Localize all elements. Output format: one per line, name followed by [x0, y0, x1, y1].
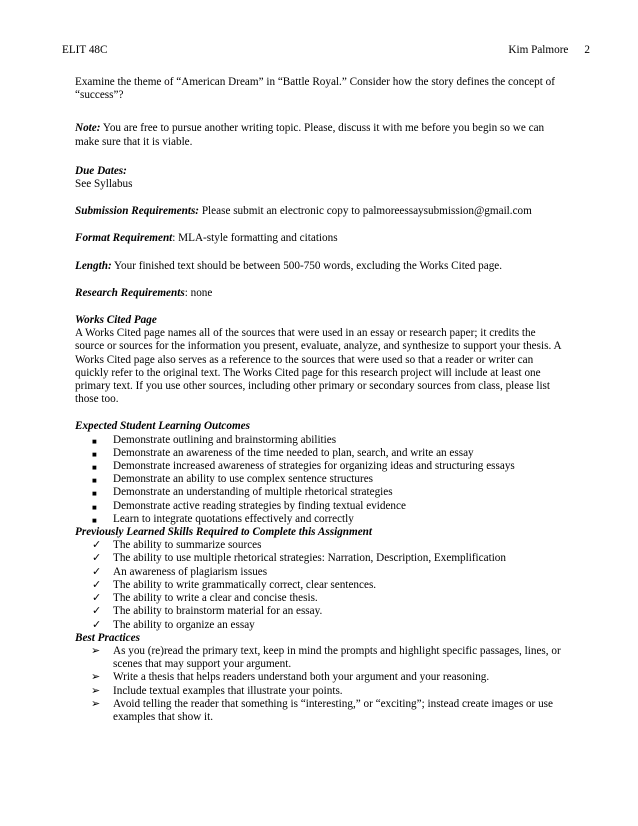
- page-header: [62, 44, 590, 58]
- works-cited-heading: Works Cited Page: [75, 314, 157, 327]
- length-text: Your finished text should be between 500-750 words, excluding the Works Cited page.: [111, 259, 503, 272]
- list-item: ✓ The ability to brainstorm material for an essay.: [92, 605, 323, 618]
- note-paragraph: [75, 122, 567, 148]
- works-cited-text: A Works Cited page names all of the sources that were used in an essay or research paper; it credits the source or sources for the information you present, evaluate, analyze, and synthesize to support your thesis. A Works Cited page also serves as a reference to the sources that were used so that a reader or writer can quickly refer to the original text. The Works Cited page for this research project will include at least one primary text. If you use other sources, including other primary or secondary sources from class, please list those too.: [75, 327, 561, 406]
- arrow-bullet-icon: ➢: [91, 671, 101, 684]
- best-practices-list: [75, 645, 567, 724]
- works-cited-section: [75, 314, 567, 406]
- assignment-prompt: Examine the theme of “American Dream” in “Battle Royal.” Consider how the story defines the concept of “success”?: [75, 76, 555, 102]
- research-text: : none: [184, 286, 213, 299]
- due-dates-label: Due Dates:: [75, 164, 127, 177]
- course-code: ELIT 48C: [62, 44, 108, 56]
- list-item: ✓ The ability to organize an essay: [92, 618, 255, 631]
- list-item: ✓ An awareness of plagiarism issues: [92, 565, 268, 578]
- square-bullet-icon: ■: [92, 436, 97, 446]
- list-item: ■ Learn to integrate quotations effectively and correctly: [75, 513, 567, 526]
- arrow-bullet-icon: ➢: [91, 684, 101, 697]
- square-bullet-icon: ■: [92, 515, 97, 525]
- list-item: ■ Demonstrate an understanding of multiple rhetorical strategies: [75, 486, 567, 499]
- checkmark-icon: ✓: [92, 618, 102, 631]
- checkmark-icon: ✓: [92, 592, 102, 605]
- skills-list: [75, 539, 567, 631]
- list-item: ■ Demonstrate outlining and brainstorming abilities: [75, 434, 567, 447]
- list-item: ■ Demonstrate an ability to use complex sentence structures: [75, 473, 567, 486]
- note-label: Note:: [75, 122, 101, 135]
- submission-text: Please submit an electronic copy to palmoreessaysubmission@gmail.com: [199, 205, 532, 218]
- best-practices-heading: Best Practices: [75, 631, 140, 644]
- format-label: Format Requirement: [75, 232, 173, 245]
- list-item: ✓ The ability to write a clear and concise thesis.: [92, 592, 318, 605]
- checkmark-icon: ✓: [92, 539, 102, 552]
- square-bullet-icon: ■: [92, 463, 97, 473]
- format-text: : MLA-style formatting and citations: [172, 232, 338, 245]
- list-item: ■ Demonstrate active reading strategies by finding textual evidence: [75, 500, 567, 513]
- square-bullet-icon: ■: [92, 449, 97, 459]
- outcomes-list: [75, 434, 567, 526]
- research-label: Research Requirements: [75, 286, 185, 299]
- list-item: ➢ Write a thesis that helps readers understand both your argument and your reasoning.: [91, 671, 490, 684]
- square-bullet-icon: ■: [92, 502, 97, 512]
- list-item: ■ Demonstrate an awareness of the time needed to plan, search, and write an essay: [75, 447, 567, 460]
- due-dates: [75, 165, 567, 191]
- author-name: Kim Palmore: [508, 44, 569, 56]
- page-number: 2: [584, 44, 590, 56]
- skills-heading: Previously Learned Skills Required to Complete this Assignment: [75, 526, 373, 539]
- checkmark-icon: ✓: [92, 605, 102, 618]
- list-item: ➢ Include textual examples that illustrate your points.: [91, 684, 343, 697]
- length-requirement: [75, 260, 567, 273]
- list-item: ➢ Avoid telling the reader that something is “interesting,” or “exciting”; instead create images or use examples that show it.: [91, 697, 553, 723]
- due-dates-text: See Syllabus: [75, 178, 133, 191]
- document-body: [75, 76, 567, 724]
- length-label: Length:: [75, 259, 112, 272]
- checkmark-icon: ✓: [92, 552, 102, 565]
- checkmark-icon: ✓: [92, 578, 102, 591]
- note-text: You are free to pursue another writing topic. Please, discuss it with me before you begin so we can make sure that it is viable.: [75, 122, 545, 148]
- outcomes-heading: Expected Student Learning Outcomes: [75, 420, 250, 433]
- square-bullet-icon: ■: [92, 476, 97, 486]
- submission-requirements: [75, 205, 567, 218]
- format-requirement: [75, 232, 567, 245]
- submission-label: Submission Requirements:: [75, 205, 200, 218]
- arrow-bullet-icon: ➢: [91, 697, 101, 710]
- list-item: ■ Demonstrate increased awareness of strategies for organizing ideas and structuring essays: [75, 460, 567, 473]
- list-item: ➢ As you (re)read the primary text, keep in mind the prompts and highlight specific passages, lines, or scenes that may support your argument.: [91, 644, 561, 671]
- square-bullet-icon: ■: [92, 489, 97, 499]
- list-item: ✓ The ability to use multiple rhetorical strategies: Narration, Description, Exemplification: [92, 552, 506, 565]
- header-right: [508, 44, 590, 57]
- arrow-bullet-icon: ➢: [91, 644, 101, 657]
- checkmark-icon: ✓: [92, 565, 102, 578]
- list-item: ✓ The ability to summarize sources: [92, 539, 262, 552]
- research-requirements: [75, 287, 567, 300]
- list-item: ✓ The ability to write grammatically correct, clear sentences.: [92, 578, 377, 591]
